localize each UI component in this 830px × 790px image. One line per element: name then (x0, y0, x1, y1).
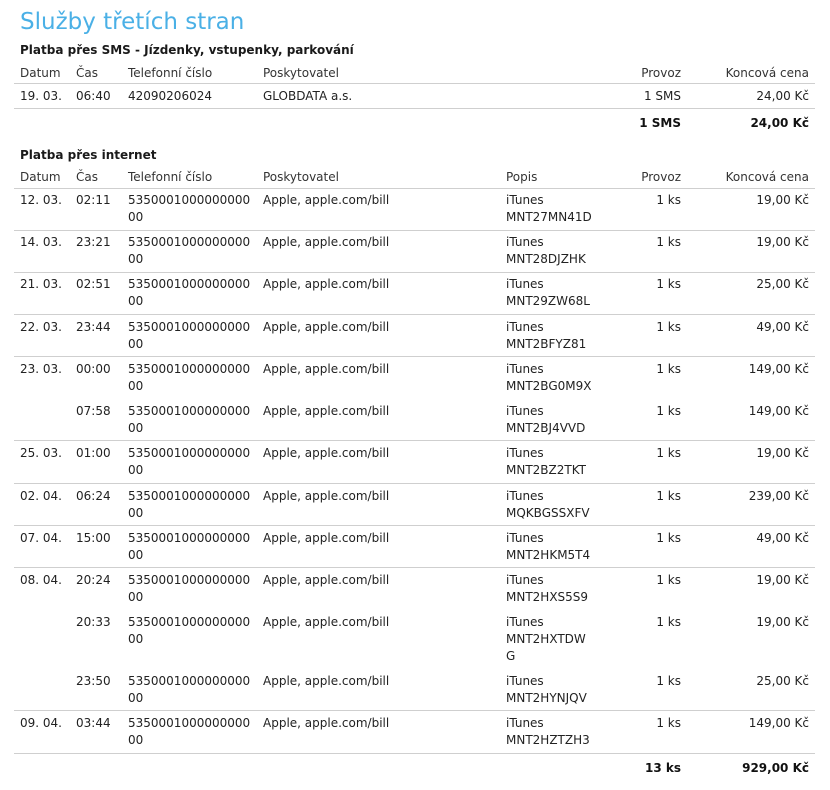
row-usage: 1 ks (656, 193, 681, 207)
row-divider (14, 272, 815, 273)
sms-total-price: 24,00 Kč (750, 116, 809, 130)
row-time: 23:50 (76, 674, 111, 688)
row-phone: 5350001000000000 (128, 716, 251, 730)
internet-total-usage: 13 ks (645, 761, 681, 775)
row-time: 15:00 (76, 531, 111, 545)
row-price: 25,00 Kč (756, 674, 809, 688)
internet-header-price: Koncová cena (725, 170, 809, 184)
row-description-code: MNT2HZTZH3 (506, 733, 590, 747)
page-title: Služby třetích stran (20, 9, 245, 35)
row-time: 20:33 (76, 615, 111, 629)
sms-header-divider (14, 83, 815, 84)
row-price: 19,00 Kč (756, 446, 809, 460)
row-date: 02. 04. (20, 489, 62, 503)
row-description-code: MNT2BG0M9X (506, 379, 592, 393)
internet-total-price: 929,00 Kč (742, 761, 809, 775)
row-phone-cont: 00 (128, 252, 144, 266)
row-usage: 1 ks (656, 235, 681, 249)
row-provider: Apple, apple.com/bill (263, 615, 390, 629)
row-time: 23:44 (76, 320, 111, 334)
row-provider: Apple, apple.com/bill (263, 674, 390, 688)
row-description-code: MNT2HYNJQV (506, 691, 587, 705)
row-usage: 1 ks (656, 716, 681, 730)
row-price: 24,00 Kč (756, 89, 809, 103)
row-phone: 5350001000000000 (128, 404, 251, 418)
row-divider (14, 440, 815, 441)
row-phone: 5350001000000000 (128, 531, 251, 545)
row-time: 03:44 (76, 716, 111, 730)
row-description: iTunes (506, 362, 544, 376)
row-phone: 5350001000000000 (128, 489, 251, 503)
row-date: 19. 03. (20, 89, 62, 103)
row-phone: 5350001000000000 (128, 193, 251, 207)
row-phone: 5350001000000000 (128, 674, 251, 688)
row-phone-cont: 00 (128, 294, 144, 308)
internet-section-title: Platba přes internet (20, 148, 157, 162)
row-date: 12. 03. (20, 193, 62, 207)
row-description-code: MNT2BZ2TKT (506, 463, 586, 477)
row-description-code: MNT27MN41D (506, 210, 592, 224)
row-description-code: MNT2BJ4VVD (506, 421, 586, 435)
row-divider (14, 483, 815, 484)
row-phone-cont: 00 (128, 548, 144, 562)
row-date: 23. 03. (20, 362, 62, 376)
internet-header-provider: Poskytovatel (263, 170, 339, 184)
row-provider: GLOBDATA a.s. (263, 89, 353, 103)
row-usage: 1 ks (656, 446, 681, 460)
row-price: 25,00 Kč (756, 277, 809, 291)
row-divider (14, 314, 815, 315)
row-usage: 1 ks (656, 489, 681, 503)
row-provider: Apple, apple.com/bill (263, 446, 390, 460)
row-price: 149,00 Kč (748, 404, 809, 418)
row-usage: 1 ks (656, 573, 681, 587)
row-provider: Apple, apple.com/bill (263, 362, 390, 376)
row-phone-cont: 00 (128, 691, 144, 705)
row-phone-cont: 00 (128, 379, 144, 393)
row-provider: Apple, apple.com/bill (263, 320, 390, 334)
row-phone: 42090206024 (128, 89, 212, 103)
row-price: 19,00 Kč (756, 235, 809, 249)
row-description-code: MNT29ZW68L (506, 294, 590, 308)
row-divider (14, 230, 815, 231)
row-description-code: MNT28DJZHK (506, 252, 586, 266)
sms-header-time: Čas (76, 66, 98, 80)
row-phone: 5350001000000000 (128, 615, 251, 629)
internet-header-divider (14, 188, 815, 189)
row-phone-cont: 00 (128, 463, 144, 477)
row-phone-cont: 00 (128, 337, 144, 351)
row-price: 149,00 Kč (748, 716, 809, 730)
row-usage: 1 ks (656, 362, 681, 376)
row-description: iTunes (506, 615, 544, 629)
row-phone: 5350001000000000 (128, 277, 251, 291)
row-time: 02:11 (76, 193, 111, 207)
row-time: 07:58 (76, 404, 111, 418)
row-date: 07. 04. (20, 531, 62, 545)
row-phone-cont: 00 (128, 632, 144, 646)
row-description-code: MNT2BFYZ81 (506, 337, 587, 351)
row-phone: 5350001000000000 (128, 362, 251, 376)
row-phone: 5350001000000000 (128, 320, 251, 334)
sms-header-usage: Provoz (641, 66, 681, 80)
row-price: 49,00 Kč (756, 320, 809, 334)
row-usage: 1 ks (656, 277, 681, 291)
sms-header-price: Koncová cena (725, 66, 809, 80)
internet-header-date: Datum (20, 170, 61, 184)
row-date: 21. 03. (20, 277, 62, 291)
row-description: iTunes (506, 404, 544, 418)
row-price: 19,00 Kč (756, 615, 809, 629)
row-phone: 5350001000000000 (128, 446, 251, 460)
row-usage: 1 ks (656, 531, 681, 545)
row-usage: 1 ks (656, 320, 681, 334)
row-provider: Apple, apple.com/bill (263, 277, 390, 291)
row-price: 19,00 Kč (756, 573, 809, 587)
row-description: iTunes (506, 489, 544, 503)
row-phone: 5350001000000000 (128, 235, 251, 249)
row-provider: Apple, apple.com/bill (263, 235, 390, 249)
row-description-code: MNT2HXS5S9 (506, 590, 589, 604)
row-description: iTunes (506, 446, 544, 460)
row-description: iTunes (506, 573, 544, 587)
row-divider (14, 753, 815, 754)
row-price: 49,00 Kč (756, 531, 809, 545)
internet-header-time: Čas (76, 170, 98, 184)
row-date: 22. 03. (20, 320, 62, 334)
sms-section-title: Platba přes SMS - Jízdenky, vstupenky, parkování (20, 43, 354, 57)
sms-header-phone: Telefonní číslo (128, 66, 213, 80)
row-date: 08. 04. (20, 573, 62, 587)
row-time: 02:51 (76, 277, 111, 291)
row-date: 09. 04. (20, 716, 62, 730)
internet-header-description: Popis (506, 170, 538, 184)
sms-total-usage: 1 SMS (639, 116, 681, 130)
row-provider: Apple, apple.com/bill (263, 573, 390, 587)
row-description: iTunes (506, 674, 544, 688)
row-divider (14, 356, 815, 357)
row-phone-cont: 00 (128, 210, 144, 224)
row-description-code: MNT2HKM5T4 (506, 548, 591, 562)
row-description-code: MNT2HXTDW (506, 632, 586, 646)
internet-header-usage: Provoz (641, 170, 681, 184)
row-time: 23:21 (76, 235, 111, 249)
row-usage: 1 ks (656, 615, 681, 629)
row-description: iTunes (506, 531, 544, 545)
row-usage: 1 ks (656, 674, 681, 688)
row-provider: Apple, apple.com/bill (263, 404, 390, 418)
sms-header-provider: Poskytovatel (263, 66, 339, 80)
row-description: iTunes (506, 193, 544, 207)
row-provider: Apple, apple.com/bill (263, 193, 390, 207)
row-time: 20:24 (76, 573, 111, 587)
row-time: 06:40 (76, 89, 111, 103)
row-divider (14, 710, 815, 711)
sms-row-divider (14, 108, 815, 109)
row-time: 00:00 (76, 362, 111, 376)
row-date: 25. 03. (20, 446, 62, 460)
row-provider: Apple, apple.com/bill (263, 716, 390, 730)
row-divider (14, 567, 815, 568)
row-provider: Apple, apple.com/bill (263, 489, 390, 503)
row-usage: 1 SMS (643, 89, 681, 103)
row-description: iTunes (506, 277, 544, 291)
row-time: 06:24 (76, 489, 111, 503)
row-description-code-cont: G (506, 649, 516, 663)
row-description: iTunes (506, 716, 544, 730)
row-divider (14, 525, 815, 526)
row-usage: 1 ks (656, 404, 681, 418)
row-phone: 5350001000000000 (128, 573, 251, 587)
row-time: 01:00 (76, 446, 111, 460)
row-phone-cont: 00 (128, 733, 144, 747)
row-description-code: MQKBGSSXFV (506, 506, 590, 520)
row-price: 19,00 Kč (756, 193, 809, 207)
sms-header-date: Datum (20, 66, 61, 80)
row-provider: Apple, apple.com/bill (263, 531, 390, 545)
row-description: iTunes (506, 235, 544, 249)
row-phone-cont: 00 (128, 506, 144, 520)
row-description: iTunes (506, 320, 544, 334)
row-phone-cont: 00 (128, 421, 144, 435)
row-price: 149,00 Kč (748, 362, 809, 376)
row-price: 239,00 Kč (748, 489, 809, 503)
row-phone-cont: 00 (128, 590, 144, 604)
row-date: 14. 03. (20, 235, 62, 249)
internet-header-phone: Telefonní číslo (128, 170, 213, 184)
